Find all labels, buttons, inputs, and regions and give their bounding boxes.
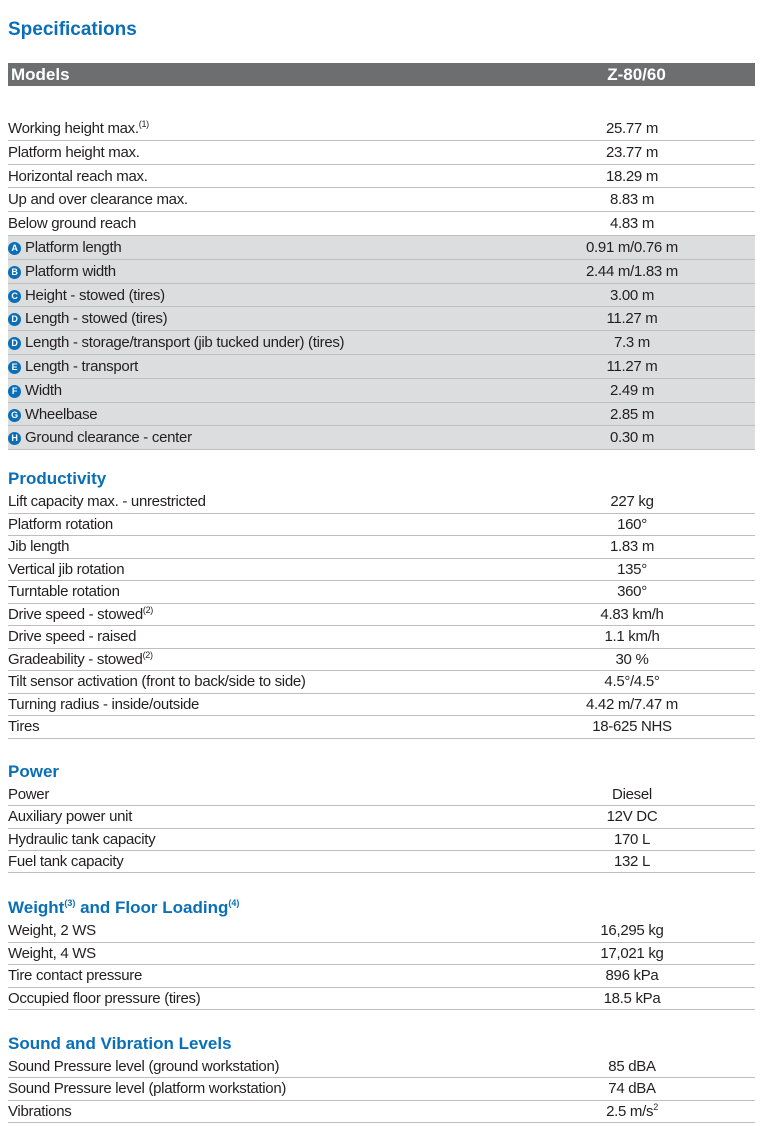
spec-label <box>8 239 121 256</box>
spec-label-text: Up and over clearance max. <box>8 191 188 209</box>
spec-label-text: Turning radius - inside/outside <box>8 695 200 713</box>
spec-value-text: 0.30 m <box>609 429 655 447</box>
spec-value <box>539 718 725 735</box>
spec-label-text: Turntable rotation <box>8 583 120 600</box>
spec-value-text: 2.49 m <box>609 381 655 399</box>
spec-label-text: Vertical jib rotation <box>8 560 125 578</box>
spec-row <box>8 403 755 427</box>
dimension-badge-icon: E <box>8 361 21 374</box>
spec-row <box>8 1101 755 1123</box>
spec-row <box>8 141 755 165</box>
spec-label <box>8 144 140 161</box>
spec-value <box>539 561 725 578</box>
spec-value <box>539 1080 725 1097</box>
spec-value-text: 7.3 m <box>613 334 650 352</box>
spec-row <box>8 694 755 717</box>
spec-value-text: 0.91 m/0.76 m <box>586 238 678 256</box>
spec-label <box>8 1058 279 1075</box>
spec-value-text: 18.5 kPa <box>603 989 661 1007</box>
spec-label <box>8 168 148 185</box>
footnote-mark: (2) <box>142 649 153 660</box>
spec-label-text: Platform rotation <box>8 515 113 533</box>
spec-row <box>8 1056 755 1078</box>
spec-value <box>539 606 725 623</box>
spec-label-text: Fuel tank capacity <box>8 852 124 870</box>
footnote-mark: (2) <box>142 604 154 615</box>
spec-row <box>8 188 755 212</box>
spec-label <box>8 493 206 510</box>
dimension-badge-icon: D <box>8 337 21 350</box>
spec-value-text: 227 kg <box>610 493 654 510</box>
spec-label <box>8 990 200 1007</box>
spec-label <box>8 358 138 375</box>
spec-value-text: 25.77 m <box>605 120 659 137</box>
spec-label <box>8 287 165 304</box>
sound-title: Sound and Vibration Levels <box>8 1034 232 1053</box>
spec-label-text: Length - transport <box>25 357 139 375</box>
spec-label-text: Platform length <box>25 238 122 256</box>
spec-value-text: 17,021 kg <box>600 944 664 962</box>
spec-value <box>539 239 725 256</box>
spec-row <box>8 626 755 649</box>
spec-label <box>8 831 155 848</box>
spec-label-text: Hydraulic tank capacity <box>8 830 156 848</box>
spec-value-text: 360° <box>617 583 647 600</box>
spec-value-text: 132 L <box>613 852 651 870</box>
sound-table <box>8 1056 755 1123</box>
spec-value <box>539 1103 725 1120</box>
spec-label <box>8 120 149 137</box>
spec-label-text: Length - storage/transport (jib tucked under) (tires) <box>25 334 345 352</box>
spec-value-text: 1.1 km/h <box>604 628 660 645</box>
power-table <box>8 784 755 873</box>
spec-label <box>8 310 167 327</box>
spec-label-text: Auxiliary power unit <box>8 808 133 826</box>
spec-value <box>539 429 725 446</box>
model-name: Z-80/60 <box>607 65 666 84</box>
spec-label <box>8 516 113 533</box>
spec-value-text: 896 kPa <box>605 967 659 984</box>
spec-value <box>539 786 725 803</box>
spec-label <box>8 718 39 735</box>
dimension-badge-icon: D <box>8 313 21 326</box>
spec-value <box>539 538 725 555</box>
spec-value-text: 4.42 m/7.47 m <box>586 695 678 713</box>
spec-value-text: 2.44 m/1.83 m <box>586 262 678 280</box>
spec-value <box>539 831 725 848</box>
spec-value <box>539 334 725 351</box>
spec-value <box>539 406 725 423</box>
spec-label <box>8 786 49 803</box>
spec-label-text: Weight, 2 WS <box>8 922 96 939</box>
spec-row <box>8 829 755 851</box>
weight-footnote-3: (3) <box>64 898 76 908</box>
dimension-badge-icon: H <box>8 432 21 445</box>
spec-label <box>8 215 136 232</box>
spec-label <box>8 191 188 208</box>
spec-row <box>8 671 755 694</box>
spec-value-text: 12V DC <box>606 808 658 826</box>
spec-label-text: Working height max. <box>8 120 139 137</box>
spec-value <box>539 144 725 161</box>
spec-value <box>539 945 725 962</box>
spec-label <box>8 628 136 645</box>
spec-row <box>8 307 755 331</box>
spec-value <box>539 168 725 185</box>
spec-row <box>8 965 755 988</box>
spec-value <box>539 191 725 208</box>
dimension-badge-icon: A <box>8 242 21 255</box>
spec-label-text: Sound Pressure level (ground workstation) <box>8 1058 280 1075</box>
dimension-badge-icon: F <box>8 385 21 398</box>
spec-value <box>539 382 725 399</box>
spec-value <box>539 967 725 984</box>
spec-value <box>539 673 725 690</box>
spec-row <box>8 649 755 672</box>
spec-value-text: 4.83 km/h <box>600 605 664 623</box>
spec-value <box>539 922 725 939</box>
models-header <box>8 63 755 86</box>
spec-value-text: 23.77 m <box>605 143 659 161</box>
spec-row <box>8 117 755 141</box>
spec-label <box>8 922 96 939</box>
spec-row <box>8 604 755 627</box>
spec-value-text: 1.83 m <box>609 538 655 555</box>
footnote-mark: (1) <box>138 119 149 129</box>
spec-value <box>539 263 725 280</box>
spec-label <box>8 334 344 351</box>
weight-title-a: Weight <box>8 898 65 917</box>
power-title: Power <box>8 762 60 781</box>
spec-label <box>8 606 153 623</box>
spec-value <box>539 310 725 327</box>
spec-label <box>8 583 120 600</box>
spec-label-text: Jib length <box>8 538 70 555</box>
spec-value <box>539 287 725 304</box>
productivity-table <box>8 491 755 739</box>
spec-value <box>539 651 725 668</box>
spec-value-text: 18.29 m <box>605 167 659 185</box>
spec-row <box>8 536 755 559</box>
spec-label <box>8 263 116 280</box>
dimension-badge-icon: G <box>8 409 21 422</box>
spec-value-text: 18-625 NHS <box>592 718 672 735</box>
spec-value <box>539 215 725 232</box>
spec-label <box>8 696 199 713</box>
dimension-badge-icon: B <box>8 266 21 279</box>
spec-value-text: 30 % <box>615 650 649 668</box>
models-label: Models <box>11 65 70 84</box>
spec-label-text: Gradeability - stowed <box>8 650 143 668</box>
spec-label <box>8 967 142 984</box>
weight-footnote-4: (4) <box>228 898 240 908</box>
spec-label <box>8 651 153 668</box>
spec-label <box>8 808 132 825</box>
spec-value-text: 4.5°/4.5° <box>604 673 660 690</box>
weight-table <box>8 920 755 1010</box>
spec-value-text: 8.83 m <box>609 191 655 209</box>
spec-value <box>539 358 725 375</box>
spec-value <box>539 853 725 870</box>
spec-value-text: 74 dBA <box>608 1080 656 1098</box>
spec-row <box>8 379 755 403</box>
spec-value-text: Diesel <box>612 786 652 803</box>
dimensions-table <box>8 117 755 450</box>
spec-value <box>539 808 725 825</box>
spec-label-text: Ground clearance - center <box>25 429 192 447</box>
spec-row <box>8 988 755 1011</box>
spec-label-text: Tires <box>8 718 40 735</box>
spec-label-text: Lift capacity max. - unrestricted <box>8 493 206 510</box>
spec-label-text: Platform height max. <box>8 143 140 161</box>
spec-label-text: Height - stowed (tires) <box>25 286 165 304</box>
spec-value-text: 2.5 m/s <box>606 1102 654 1120</box>
spec-value-text: 11.27 m <box>606 310 658 328</box>
dimension-badge-icon: C <box>8 290 21 303</box>
spec-row <box>8 355 755 379</box>
spec-label <box>8 1103 71 1120</box>
weight-title <box>8 898 239 918</box>
spec-value-text: 170 L <box>613 830 651 848</box>
spec-row <box>8 851 755 873</box>
spec-value <box>539 120 725 137</box>
spec-value-text: 2.85 m <box>609 405 655 423</box>
spec-label-text: Power <box>8 786 50 803</box>
spec-value-text: 135° <box>617 560 647 578</box>
spec-row <box>8 331 755 355</box>
spec-value <box>539 583 725 600</box>
spec-label-text: Tilt sensor activation (front to back/side to side) <box>8 673 306 690</box>
spec-label-text: Wheelbase <box>25 405 98 423</box>
spec-label-text: Tire contact pressure <box>8 967 143 984</box>
spec-label <box>8 673 306 690</box>
spec-value-text: 16,295 kg <box>600 922 664 939</box>
spec-row <box>8 426 755 450</box>
spec-value-text: 11.27 m <box>606 357 658 375</box>
spec-value-text: 160° <box>617 515 647 533</box>
spec-row <box>8 581 755 604</box>
spec-label-text: Sound Pressure level (platform workstation) <box>8 1080 287 1098</box>
spec-label-text: Drive speed - stowed <box>8 605 143 623</box>
spec-label <box>8 945 96 962</box>
spec-row <box>8 260 755 284</box>
page-title: Specifications <box>8 19 137 40</box>
productivity-title: Productivity <box>8 469 107 488</box>
spec-label-text: Horizontal reach max. <box>8 167 148 185</box>
spec-value <box>539 696 725 713</box>
spec-label <box>8 853 124 870</box>
spec-row <box>8 236 755 260</box>
spec-label-text: Width <box>25 381 62 399</box>
spec-row <box>8 716 755 739</box>
spec-value <box>539 493 725 510</box>
spec-label-text: Length - stowed (tires) <box>25 310 168 328</box>
spec-row <box>8 212 755 236</box>
spec-label <box>8 561 124 578</box>
spec-label-text: Vibrations <box>8 1102 72 1120</box>
spec-label <box>8 538 69 555</box>
spec-row <box>8 806 755 828</box>
spec-row <box>8 491 755 514</box>
spec-label <box>8 382 62 399</box>
spec-label-text: Drive speed - raised <box>8 628 137 645</box>
spec-value-text: 4.83 m <box>609 215 655 233</box>
spec-label-text: Weight, 4 WS <box>8 944 96 962</box>
spec-value <box>539 990 725 1007</box>
spec-label-text: Platform width <box>25 262 116 280</box>
spec-row <box>8 1078 755 1100</box>
spec-value-text: 3.00 m <box>609 286 655 304</box>
spec-row <box>8 784 755 806</box>
spec-value <box>539 516 725 533</box>
spec-label-text: Occupied floor pressure (tires) <box>8 989 201 1007</box>
weight-title-b: and Floor Loading <box>75 898 229 917</box>
spec-row <box>8 514 755 537</box>
spec-value <box>539 1058 725 1075</box>
spec-label-text: Below ground reach <box>8 215 137 233</box>
spec-row <box>8 165 755 189</box>
spec-label <box>8 406 97 423</box>
spec-row <box>8 943 755 966</box>
spec-value <box>539 628 725 645</box>
spec-label <box>8 429 192 446</box>
spec-row <box>8 284 755 308</box>
unit-exponent: 2 <box>653 1101 658 1112</box>
spec-label <box>8 1080 286 1097</box>
spec-value-text: 85 dBA <box>608 1058 656 1075</box>
spec-row <box>8 559 755 582</box>
spec-row <box>8 920 755 943</box>
